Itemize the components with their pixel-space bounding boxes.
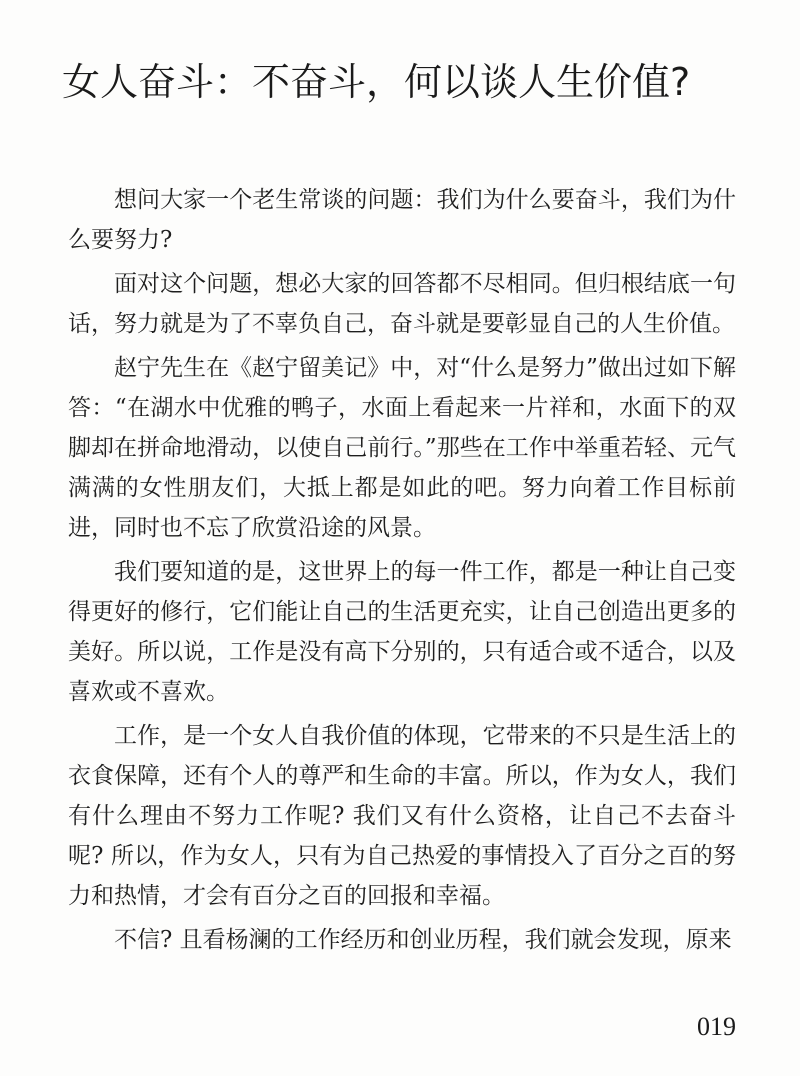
- paragraph: 面对这个问题，想必大家的回答都不尽相同。但归根结底一句话，努力就是为了不辜负自己，奋斗就是要彰显自己的人生价值。: [68, 271, 736, 337]
- paragraph: 赵宁先生在《赵宁留美记》中，对“什么是努力”做出过如下解答：“在湖水中优雅的鸭子，水面上看起来一片祥和，水面下的双脚却在拼命地滑动，以使自己前行。”那些在工作中举重若轻、元气满满的女性朋友们，大抵上都是如此的吧。努力向着工作目标前进，同时也不忘了欣赏沿途的风景。: [68, 355, 736, 541]
- paragraph: 工作，是一个女人自我价值的体现，它带来的不只是生活上的衣食保障，还有个人的尊严和生命的丰富。所以，作为女人，我们有什么理由不努力工作呢? 我们又有什么资格，让自己不去奋斗呢? 所以，作为女人，只有为自己热爱的事情投入了百分之百的努力和热情，才会有百分之百的回报和幸福。: [68, 723, 736, 909]
- paragraph: 不信? 且看杨澜的工作经历和创业历程，我们就会发现，原来: [114, 927, 732, 953]
- chapter-title: 女人奋斗：不奋斗，何以谈人生价值?: [62, 60, 691, 104]
- body-text: [68, 180, 736, 964]
- paragraph: 想问大家一个老生常谈的问题：我们为什么要奋斗，我们为什么要努力?: [68, 187, 736, 253]
- page-number: 019: [697, 1012, 736, 1041]
- paragraph: 我们要知道的是，这世界上的每一件工作，都是一种让自己变得更好的修行，它们能让自己的生活更充实，让自己创造出更多的美好。所以说，工作是没有高下分别的，只有适合或不适合，以及喜欢或不喜欢。: [68, 559, 736, 705]
